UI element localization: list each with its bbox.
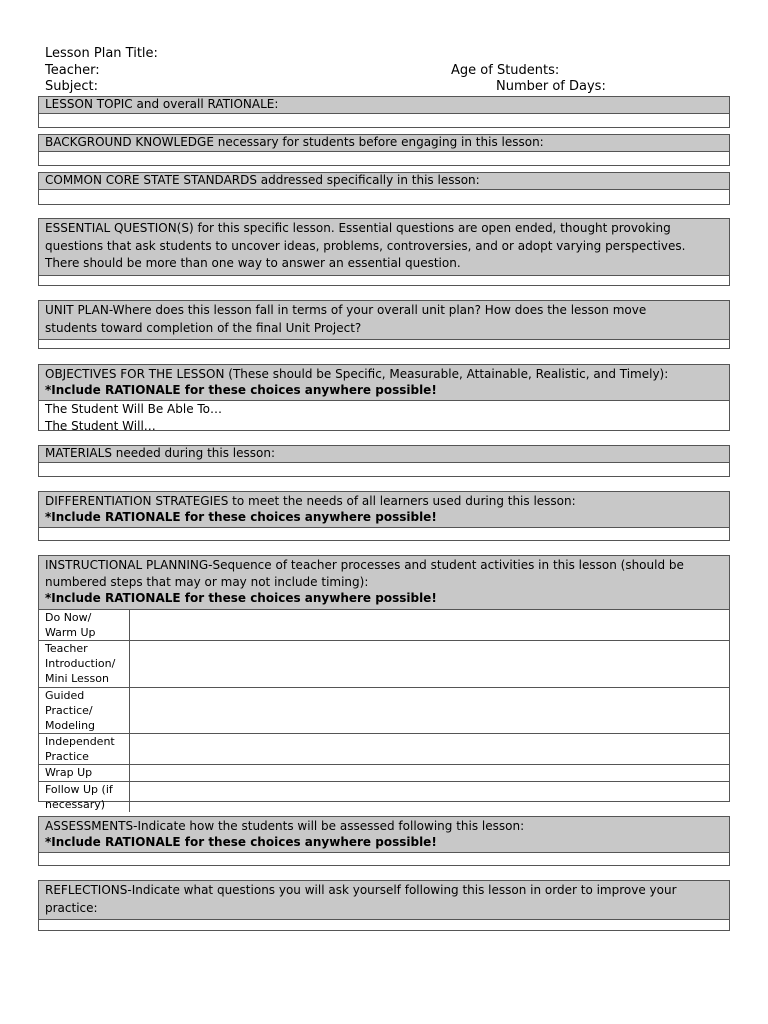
step-label-wrap-up: Wrap Up [39,765,130,781]
background-knowledge-section [38,134,730,166]
heading-line: practice: [45,900,98,915]
instructional-planning-section [38,555,730,811]
step-label-do-now: Do Now/ Warm Up [39,610,130,640]
reflections-section [38,880,730,931]
section-heading [39,301,729,340]
step-field-do-now[interactable] [130,610,729,640]
heading-line: students toward completion of the final Unit Project? [45,320,362,335]
section-heading: LESSON TOPIC and overall RATIONALE: [39,97,729,114]
step-field-follow-up[interactable] [130,782,729,812]
table-row [39,687,729,733]
step-field-independent-practice[interactable] [130,734,729,764]
step-label-guided-practice: Guided Practice/ Modeling [39,688,130,733]
heading-line: INSTRUCTIONAL PLANNING-Sequence of teacher processes and student activities in this lesson (should be [45,558,684,572]
table-row [39,733,729,764]
heading-line: questions that ask students to uncover ideas, problems, controversies, and or adopt varying perspectives. [45,238,686,253]
heading-line: numbered steps that may or may not include timing): [45,574,369,589]
table-row [39,764,729,781]
heading-line: DIFFERENTIATION STRATEGIES to meet the needs of all learners used during this lesson: [45,494,576,508]
subject-label: Subject: [45,79,98,94]
objectives-field[interactable] [39,401,729,434]
rationale-note: *Include RATIONALE for these choices anywhere possible! [45,591,437,605]
section-heading [39,556,729,610]
section-heading [39,365,729,401]
table-row [39,781,729,812]
step-field-wrap-up[interactable] [130,765,729,781]
objective-line: The Student Will… [45,418,156,433]
section-heading [39,881,729,920]
essential-questions-section [38,218,730,286]
objectives-section [38,364,730,431]
section-heading: COMMON CORE STATE STANDARDS addressed specifically in this lesson: [39,173,729,190]
rationale-note: *Include RATIONALE for these choices anywhere possible! [45,383,437,397]
step-field-teacher-introduction[interactable] [130,641,729,687]
section-heading [39,492,729,528]
unit-plan-section [38,300,730,349]
table-row [39,610,729,640]
table-row [39,640,729,687]
lesson-plan-title-label: Lesson Plan Title: [45,46,158,61]
rationale-note: *Include RATIONALE for these choices anywhere possible! [45,510,437,524]
section-heading: MATERIALS needed during this lesson: [39,446,729,463]
rationale-note: *Include RATIONALE for these choices anywhere possible! [45,835,437,849]
common-core-standards-section [38,172,730,205]
section-heading: BACKGROUND KNOWLEDGE necessary for students before engaging in this lesson: [39,135,729,152]
step-label-teacher-introduction: Teacher Introduction/ Mini Lesson [39,641,130,687]
heading-line: There should be more than one way to answer an essential question. [45,256,461,270]
heading-line: UNIT PLAN-Where does this lesson fall in terms of your overall unit plan? How does the lesson move [45,303,647,317]
step-field-guided-practice[interactable] [130,688,729,733]
materials-section [38,445,730,477]
number-of-days-label: Number of Days: [496,79,606,94]
age-of-students-label: Age of Students: [451,63,560,78]
step-label-independent-practice: Independent Practice [39,734,130,764]
lesson-topic-section [38,96,730,128]
teacher-label: Teacher: [45,63,100,78]
step-label-follow-up: Follow Up (if necessary) [39,782,130,812]
differentiation-section [38,491,730,541]
objective-line: The Student Will Be Able To… [45,402,223,416]
assessments-section [38,816,730,866]
heading-line: OBJECTIVES FOR THE LESSON (These should be Specific, Measurable, Attainable, Realistic, and Timely): [45,367,669,381]
heading-line: ESSENTIAL QUESTION(S) for this specific lesson. Essential questions are open ended, thought provoking [45,221,671,235]
heading-line: ASSESSMENTS-Indicate how the students will be assessed following this lesson: [45,819,525,833]
section-heading [39,817,729,853]
section-heading [39,219,729,276]
instructional-steps-table [39,610,729,812]
heading-line: REFLECTIONS-Indicate what questions you will ask yourself following this lesson in order to improve your [45,883,677,897]
